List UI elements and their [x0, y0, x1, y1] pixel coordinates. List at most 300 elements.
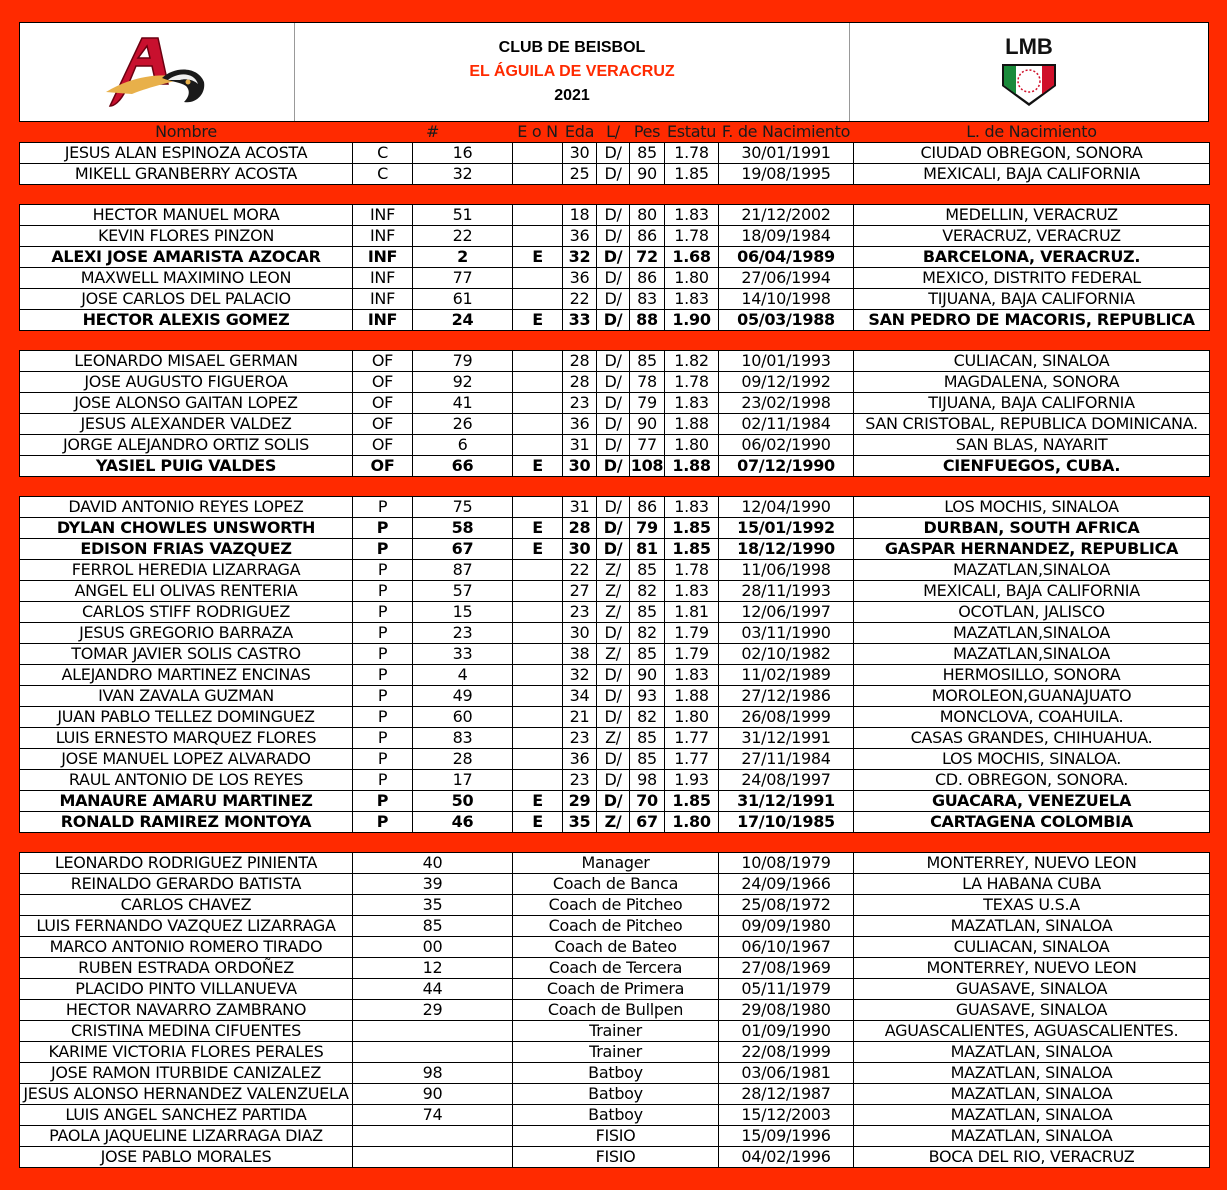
- player-age: 23: [563, 770, 597, 791]
- player-name: RONALD RAMIREZ MONTOYA: [20, 812, 353, 833]
- staff-row: [20, 916, 1210, 937]
- player-name: RAUL ANTONIO DE LOS REYES: [20, 770, 353, 791]
- staff-role: Coach de Pitcheo: [513, 916, 719, 937]
- player-row: [20, 164, 1210, 185]
- player-position: P: [353, 581, 413, 602]
- player-height: 1.83: [665, 581, 719, 602]
- player-birth-place: MAZATLAN,SINALOA: [854, 560, 1210, 581]
- player-weight: 85: [630, 644, 665, 665]
- staff-number: 98: [353, 1063, 513, 1084]
- player-number: 28: [413, 749, 513, 770]
- player-e-o-n: [513, 205, 563, 226]
- staff-name: CARLOS CHAVEZ: [20, 895, 353, 916]
- staff-role: Batboy: [513, 1084, 719, 1105]
- player-birth-date: 17/10/1985: [719, 812, 854, 833]
- staff-birth-date: 10/08/1979: [719, 853, 854, 874]
- player-position: P: [353, 728, 413, 749]
- player-birth-place: CARTAGENA COLOMBIA: [854, 812, 1210, 833]
- player-e-o-n: [513, 749, 563, 770]
- player-height: 1.93: [665, 770, 719, 791]
- col-pes: Pes: [630, 122, 665, 143]
- player-bats-throws: D/: [597, 268, 630, 289]
- player-position: P: [353, 812, 413, 833]
- staff-birth-date: 27/08/1969: [719, 958, 854, 979]
- player-position: C: [353, 164, 413, 185]
- player-bats-throws: D/: [597, 749, 630, 770]
- player-weight: 82: [630, 581, 665, 602]
- staff-name: LEONARDO RODRIGUEZ PINIENTA: [20, 853, 353, 874]
- player-weight: 85: [630, 351, 665, 372]
- player-age: 36: [563, 749, 597, 770]
- player-birth-date: 12/06/1997: [719, 602, 854, 623]
- player-birth-date: 27/12/1986: [719, 686, 854, 707]
- staff-birth-date: 04/02/1996: [719, 1147, 854, 1168]
- player-height: 1.83: [665, 393, 719, 414]
- player-position: OF: [353, 435, 413, 456]
- player-height: 1.80: [665, 812, 719, 833]
- player-birth-date: 05/03/1988: [719, 310, 854, 331]
- staff-role: FISIO: [513, 1147, 719, 1168]
- player-name: MIKELL GRANBERRY ACOSTA: [20, 164, 353, 185]
- player-number: 92: [413, 372, 513, 393]
- player-age: 18: [563, 205, 597, 226]
- player-weight: 79: [630, 393, 665, 414]
- player-bats-throws: Z/: [597, 812, 630, 833]
- player-name: FERROL HEREDIA LIZARRAGA: [20, 560, 353, 581]
- player-position: P: [353, 560, 413, 581]
- player-height: 1.79: [665, 623, 719, 644]
- player-birth-date: 18/12/1990: [719, 539, 854, 560]
- staff-birth-date: 09/09/1980: [719, 916, 854, 937]
- player-height: 1.80: [665, 707, 719, 728]
- player-position: P: [353, 791, 413, 812]
- staff-role: Trainer: [513, 1042, 719, 1063]
- col-nombre: Nombre: [20, 122, 353, 143]
- player-birth-date: 02/10/1982: [719, 644, 854, 665]
- player-row: [20, 665, 1210, 686]
- staff-birth-place: TEXAS U.S.A: [854, 895, 1210, 916]
- player-age: 30: [563, 623, 597, 644]
- player-position: P: [353, 644, 413, 665]
- staff-name: LUIS ANGEL SANCHEZ PARTIDA: [20, 1105, 353, 1126]
- player-name: IVAN ZAVALA GUZMAN: [20, 686, 353, 707]
- player-birth-place: HERMOSILLO, SONORA: [854, 665, 1210, 686]
- player-number: 26: [413, 414, 513, 435]
- player-age: 28: [563, 351, 597, 372]
- title-line-1: CLUB DE BEISBOL: [498, 39, 646, 56]
- player-height: 1.83: [665, 289, 719, 310]
- player-birth-date: 30/01/1991: [719, 143, 854, 164]
- staff-row: [20, 1126, 1210, 1147]
- player-e-o-n: [513, 393, 563, 414]
- player-row: [20, 791, 1210, 812]
- player-height: 1.68: [665, 247, 719, 268]
- staff-number: 39: [353, 874, 513, 895]
- player-birth-date: 06/04/1989: [719, 247, 854, 268]
- player-weight: 83: [630, 289, 665, 310]
- staff-birth-date: 22/08/1999: [719, 1042, 854, 1063]
- staff-role: Manager: [513, 853, 719, 874]
- player-birth-date: 31/12/1991: [719, 791, 854, 812]
- player-e-o-n: [513, 686, 563, 707]
- staff-name: PAOLA JAQUELINE LIZARRAGA DIAZ: [20, 1126, 353, 1147]
- separator-cell: [20, 833, 1210, 853]
- staff-birth-date: 01/09/1990: [719, 1021, 854, 1042]
- player-row: [20, 539, 1210, 560]
- player-height: 1.85: [665, 791, 719, 812]
- player-birth-date: 18/09/1984: [719, 226, 854, 247]
- player-bats-throws: D/: [597, 518, 630, 539]
- player-name: JOSE CARLOS DEL PALACIO: [20, 289, 353, 310]
- player-birth-date: 09/12/1992: [719, 372, 854, 393]
- staff-number: 40: [353, 853, 513, 874]
- player-name: ALEXI JOSE AMARISTA AZOCAR: [20, 247, 353, 268]
- player-age: 28: [563, 518, 597, 539]
- player-birth-place: GUACARA, VENEZUELA: [854, 791, 1210, 812]
- player-height: 1.78: [665, 372, 719, 393]
- player-age: 31: [563, 497, 597, 518]
- staff-birth-place: MAZATLAN, SINALOA: [854, 1105, 1210, 1126]
- player-bats-throws: D/: [597, 707, 630, 728]
- player-height: 1.83: [665, 665, 719, 686]
- staff-row: [20, 874, 1210, 895]
- player-height: 1.77: [665, 749, 719, 770]
- staff-number: 29: [353, 1000, 513, 1021]
- player-birth-date: 11/02/1989: [719, 665, 854, 686]
- staff-birth-date: 24/09/1966: [719, 874, 854, 895]
- player-weight: 98: [630, 770, 665, 791]
- player-birth-place: BARCELONA, VERACRUZ.: [854, 247, 1210, 268]
- player-bats-throws: D/: [597, 435, 630, 456]
- player-number: 66: [413, 456, 513, 477]
- player-position: OF: [353, 351, 413, 372]
- staff-birth-date: 05/11/1979: [719, 979, 854, 1000]
- player-e-o-n: E: [513, 518, 563, 539]
- player-bats-throws: D/: [597, 310, 630, 331]
- player-row: [20, 770, 1210, 791]
- player-birth-place: MAZATLAN,SINALOA: [854, 623, 1210, 644]
- player-bats-throws: Z/: [597, 560, 630, 581]
- player-e-o-n: [513, 602, 563, 623]
- player-birth-date: 02/11/1984: [719, 414, 854, 435]
- player-height: 1.78: [665, 226, 719, 247]
- player-age: 25: [563, 164, 597, 185]
- staff-birth-date: 15/09/1996: [719, 1126, 854, 1147]
- player-birth-date: 24/08/1997: [719, 770, 854, 791]
- staff-role: Batboy: [513, 1105, 719, 1126]
- player-e-o-n: E: [513, 456, 563, 477]
- player-number: 6: [413, 435, 513, 456]
- player-position: INF: [353, 289, 413, 310]
- player-weight: 86: [630, 226, 665, 247]
- player-bats-throws: D/: [597, 289, 630, 310]
- staff-role: Coach de Primera: [513, 979, 719, 1000]
- player-weight: 85: [630, 749, 665, 770]
- separator-cell: [20, 331, 1210, 351]
- player-bats-throws: D/: [597, 791, 630, 812]
- player-name: JESUS ALEXANDER VALDEZ: [20, 414, 353, 435]
- player-birth-date: 14/10/1998: [719, 289, 854, 310]
- player-e-o-n: [513, 289, 563, 310]
- staff-birth-place: AGUASCALIENTES, AGUASCALIENTES.: [854, 1021, 1210, 1042]
- player-birth-place: SAN CRISTOBAL, REPUBLICA DOMINICANA.: [854, 414, 1210, 435]
- player-number: 15: [413, 602, 513, 623]
- player-e-o-n: [513, 497, 563, 518]
- staff-birth-date: 03/06/1981: [719, 1063, 854, 1084]
- col-l: L/: [597, 122, 630, 143]
- player-name: KEVIN FLORES PINZON: [20, 226, 353, 247]
- player-number: 22: [413, 226, 513, 247]
- player-height: 1.80: [665, 268, 719, 289]
- staff-number: 00: [353, 937, 513, 958]
- staff-row: [20, 895, 1210, 916]
- player-bats-throws: D/: [597, 414, 630, 435]
- player-bats-throws: D/: [597, 143, 630, 164]
- player-e-o-n: [513, 728, 563, 749]
- player-e-o-n: [513, 143, 563, 164]
- player-weight: 82: [630, 707, 665, 728]
- player-row: [20, 268, 1210, 289]
- player-row: [20, 623, 1210, 644]
- player-e-o-n: [513, 770, 563, 791]
- player-row: [20, 560, 1210, 581]
- staff-birth-place: MAZATLAN, SINALOA: [854, 1042, 1210, 1063]
- staff-name: JESUS ALONSO HERNANDEZ VALENZUELA: [20, 1084, 353, 1105]
- player-birth-date: 26/08/1999: [719, 707, 854, 728]
- player-number: 50: [413, 791, 513, 812]
- player-name: ANGEL ELI OLIVAS RENTERIA: [20, 581, 353, 602]
- player-e-o-n: E: [513, 247, 563, 268]
- staff-name: RUBEN ESTRADA ORDOÑEZ: [20, 958, 353, 979]
- player-weight: 79: [630, 518, 665, 539]
- player-number: 79: [413, 351, 513, 372]
- player-number: 24: [413, 310, 513, 331]
- player-weight: 85: [630, 560, 665, 581]
- player-bats-throws: Z/: [597, 728, 630, 749]
- player-name: JOSE MANUEL LOPEZ ALVARADO: [20, 749, 353, 770]
- player-weight: 85: [630, 602, 665, 623]
- staff-role: FISIO: [513, 1126, 719, 1147]
- player-row: [20, 205, 1210, 226]
- player-height: 1.81: [665, 602, 719, 623]
- player-bats-throws: D/: [597, 372, 630, 393]
- player-name: JESUS GREGORIO BARRAZA: [20, 623, 353, 644]
- player-row: [20, 247, 1210, 268]
- player-row: [20, 226, 1210, 247]
- player-name: CARLOS STIFF RODRIGUEZ: [20, 602, 353, 623]
- player-age: 28: [563, 372, 597, 393]
- player-birth-place: DURBAN, SOUTH AFRICA: [854, 518, 1210, 539]
- staff-role: Coach de Tercera: [513, 958, 719, 979]
- player-birth-place: TIJUANA, BAJA CALIFORNIA: [854, 289, 1210, 310]
- player-number: 23: [413, 623, 513, 644]
- player-birth-date: 31/12/1991: [719, 728, 854, 749]
- player-weight: 72: [630, 247, 665, 268]
- player-birth-place: SAN PEDRO DE MACORIS, REPUBLICA: [854, 310, 1210, 331]
- lmb-logo-text: LMB: [1005, 34, 1053, 59]
- player-number: 49: [413, 686, 513, 707]
- player-age: 27: [563, 581, 597, 602]
- player-e-o-n: [513, 644, 563, 665]
- player-birth-date: 23/02/1998: [719, 393, 854, 414]
- player-birth-date: 03/11/1990: [719, 623, 854, 644]
- player-age: 29: [563, 791, 597, 812]
- player-height: 1.88: [665, 456, 719, 477]
- player-bats-throws: D/: [597, 539, 630, 560]
- player-e-o-n: [513, 164, 563, 185]
- player-age: 22: [563, 560, 597, 581]
- player-bats-throws: D/: [597, 247, 630, 268]
- player-birth-place: MAZATLAN,SINALOA: [854, 644, 1210, 665]
- player-weight: 70: [630, 791, 665, 812]
- staff-birth-place: LA HABANA CUBA: [854, 874, 1210, 895]
- player-name: JESUS ALAN ESPINOZA ACOSTA: [20, 143, 353, 164]
- player-height: 1.90: [665, 310, 719, 331]
- staff-name: CRISTINA MEDINA CIFUENTES: [20, 1021, 353, 1042]
- player-weight: 88: [630, 310, 665, 331]
- player-birth-place: GASPAR HERNANDEZ, REPUBLICA: [854, 539, 1210, 560]
- player-row: [20, 351, 1210, 372]
- staff-birth-date: 29/08/1980: [719, 1000, 854, 1021]
- player-age: 31: [563, 435, 597, 456]
- player-age: 32: [563, 665, 597, 686]
- player-weight: 85: [630, 728, 665, 749]
- player-position: P: [353, 707, 413, 728]
- player-birth-place: LOS MOCHIS, SINALOA.: [854, 749, 1210, 770]
- player-birth-date: 19/08/1995: [719, 164, 854, 185]
- player-position: P: [353, 770, 413, 791]
- title-line-3: 2021: [554, 87, 590, 104]
- player-age: 38: [563, 644, 597, 665]
- player-height: 1.88: [665, 686, 719, 707]
- column-header-row: [20, 122, 1210, 143]
- staff-name: LUIS FERNANDO VAZQUEZ LIZARRAGA: [20, 916, 353, 937]
- roster-sheet: [19, 22, 1209, 1168]
- player-age: 35: [563, 812, 597, 833]
- staff-role: Trainer: [513, 1021, 719, 1042]
- col-estatu: Estatu: [665, 122, 719, 143]
- aguila-logo-icon: [102, 32, 212, 112]
- player-position: P: [353, 665, 413, 686]
- player-e-o-n: [513, 665, 563, 686]
- player-birth-place: CULIACAN, SINALOA: [854, 351, 1210, 372]
- player-birth-date: 12/04/1990: [719, 497, 854, 518]
- roster-table: [19, 122, 1210, 1168]
- player-height: 1.85: [665, 164, 719, 185]
- player-bats-throws: D/: [597, 497, 630, 518]
- col-l-nacimiento: L. de Nacimiento: [854, 122, 1210, 143]
- player-name: HECTOR ALEXIS GOMEZ: [20, 310, 353, 331]
- player-e-o-n: [513, 623, 563, 644]
- player-number: 67: [413, 539, 513, 560]
- staff-row: [20, 1042, 1210, 1063]
- player-name: MANAURE AMARU MARTINEZ: [20, 791, 353, 812]
- player-name: JOSE ALONSO GAITAN LOPEZ: [20, 393, 353, 414]
- player-height: 1.85: [665, 539, 719, 560]
- player-weight: 80: [630, 205, 665, 226]
- player-position: INF: [353, 226, 413, 247]
- player-position: INF: [353, 310, 413, 331]
- player-weight: 78: [630, 372, 665, 393]
- col-f-nacimiento: F. de Nacimiento: [719, 122, 854, 143]
- player-row: [20, 749, 1210, 770]
- lmb-logo: [850, 23, 1208, 121]
- player-position: INF: [353, 205, 413, 226]
- staff-birth-date: 06/10/1967: [719, 937, 854, 958]
- player-birth-place: LOS MOCHIS, SINALOA: [854, 497, 1210, 518]
- player-number: 58: [413, 518, 513, 539]
- player-number: 2: [413, 247, 513, 268]
- player-position: INF: [353, 268, 413, 289]
- player-age: 30: [563, 539, 597, 560]
- player-weight: 77: [630, 435, 665, 456]
- staff-birth-place: MAZATLAN, SINALOA: [854, 1084, 1210, 1105]
- player-birth-place: MOROLEON,GUANAJUATO: [854, 686, 1210, 707]
- player-birth-place: MEXICO, DISTRITO FEDERAL: [854, 268, 1210, 289]
- staff-birth-place: MONTERREY, NUEVO LEON: [854, 958, 1210, 979]
- player-weight: 90: [630, 414, 665, 435]
- staff-birth-place: MAZATLAN, SINALOA: [854, 1063, 1210, 1084]
- player-age: 30: [563, 143, 597, 164]
- player-age: 23: [563, 728, 597, 749]
- player-number: 87: [413, 560, 513, 581]
- player-position: C: [353, 143, 413, 164]
- player-number: 75: [413, 497, 513, 518]
- staff-role: Coach de Banca: [513, 874, 719, 895]
- player-e-o-n: E: [513, 812, 563, 833]
- staff-birth-place: BOCA DEL RIO, VERACRUZ: [854, 1147, 1210, 1168]
- player-number: 33: [413, 644, 513, 665]
- player-position: P: [353, 686, 413, 707]
- player-position: P: [353, 749, 413, 770]
- player-height: 1.77: [665, 728, 719, 749]
- player-birth-place: MAGDALENA, SONORA: [854, 372, 1210, 393]
- player-position: OF: [353, 414, 413, 435]
- player-age: 32: [563, 247, 597, 268]
- player-birth-place: VERACRUZ, VERACRUZ: [854, 226, 1210, 247]
- staff-row: [20, 1063, 1210, 1084]
- staff-birth-place: MAZATLAN, SINALOA: [854, 1126, 1210, 1147]
- staff-name: JOSE PABLO MORALES: [20, 1147, 353, 1168]
- player-position: OF: [353, 393, 413, 414]
- player-bats-throws: D/: [597, 226, 630, 247]
- player-row: [20, 518, 1210, 539]
- separator-cell: [20, 477, 1210, 497]
- staff-row: [20, 979, 1210, 1000]
- player-row: [20, 644, 1210, 665]
- staff-number: 44: [353, 979, 513, 1000]
- staff-number: [353, 1147, 513, 1168]
- staff-row: [20, 937, 1210, 958]
- staff-name: PLACIDO PINTO VILLANUEVA: [20, 979, 353, 1000]
- player-name: ALEJANDRO MARTINEZ ENCINAS: [20, 665, 353, 686]
- player-birth-date: 27/06/1994: [719, 268, 854, 289]
- player-position: P: [353, 497, 413, 518]
- player-weight: 82: [630, 623, 665, 644]
- player-height: 1.79: [665, 644, 719, 665]
- player-birth-date: 15/01/1992: [719, 518, 854, 539]
- player-height: 1.83: [665, 205, 719, 226]
- aguila-logo: [20, 23, 295, 121]
- lmb-logo-icon: [994, 34, 1064, 110]
- header: [19, 22, 1209, 122]
- player-name: EDISON FRIAS VAZQUEZ: [20, 539, 353, 560]
- player-bats-throws: Z/: [597, 602, 630, 623]
- player-position: OF: [353, 372, 413, 393]
- player-bats-throws: D/: [597, 456, 630, 477]
- player-e-o-n: [513, 581, 563, 602]
- player-bats-throws: D/: [597, 686, 630, 707]
